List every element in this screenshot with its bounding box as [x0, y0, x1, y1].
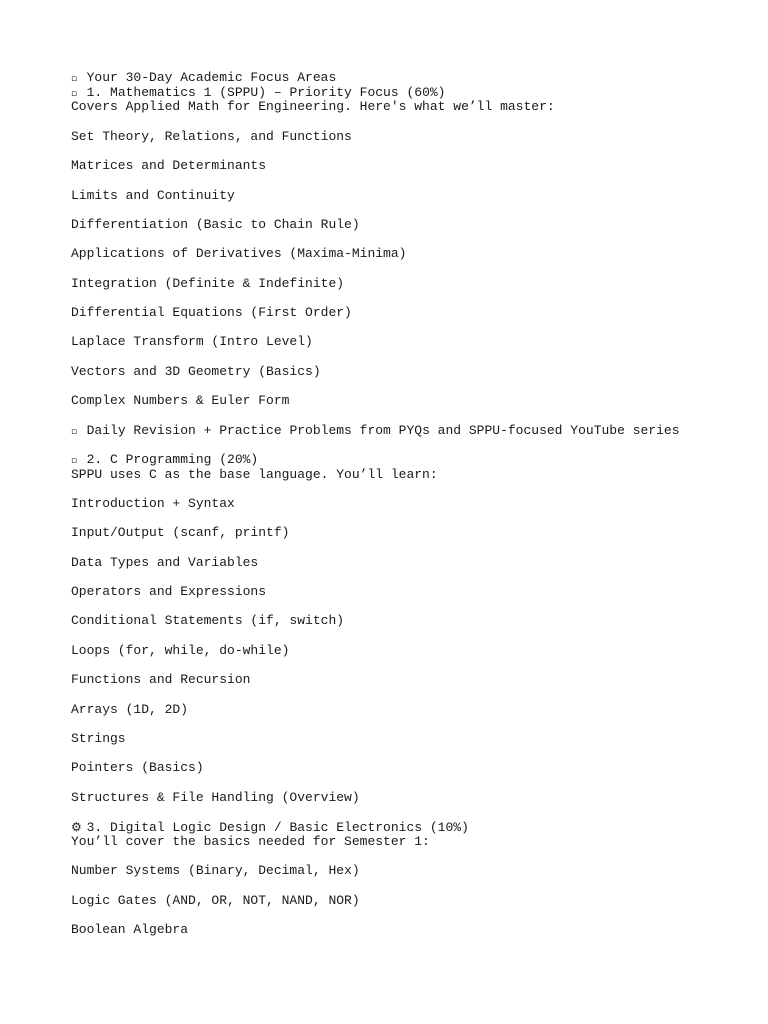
math-heading-line	[71, 86, 751, 101]
math-topic: Limits and Continuity	[71, 187, 235, 203]
math-note: Daily Revision + Practice Problems from PYQs and SPPU-focused YouTube series	[86, 422, 680, 438]
c-topic: Functions and Recursion	[71, 672, 251, 688]
math-topic: Set Theory, Relations, and Functions	[71, 128, 352, 144]
math-topic: Complex Numbers & Euler Form	[71, 393, 290, 409]
math-topic: Matrices and Determinants	[71, 158, 267, 174]
math-topic: Laplace Transform (Intro Level)	[71, 334, 313, 350]
math-note-line	[71, 424, 751, 439]
small-square-icon	[71, 72, 79, 87]
dld-heading-line	[71, 820, 751, 835]
math-topic: Integration (Definite & Indefinite)	[71, 275, 345, 291]
small-square-icon	[71, 425, 79, 440]
c-heading: 2. C Programming (20%)	[86, 451, 259, 467]
dld-topic: Boolean Algebra	[71, 921, 189, 937]
c-topic: Loops (for, while, do-while)	[71, 642, 290, 658]
c-topic: Operators and Expressions	[71, 584, 267, 600]
c-intro: SPPU uses C as the base language. You’ll learn:	[71, 466, 438, 482]
c-topic: Arrays (1D, 2D)	[71, 701, 189, 717]
math-topic: Applications of Derivatives (Maxima-Minima)	[71, 246, 407, 262]
dld-topic: Logic Gates (AND, OR, NOT, NAND, NOR)	[71, 892, 360, 908]
c-topic: Input/Output (scanf, printf)	[71, 525, 290, 541]
doc-title-line	[71, 71, 751, 86]
c-topic: Conditional Statements (if, switch)	[71, 613, 345, 629]
c-topic: Data Types and Variables	[71, 554, 259, 570]
math-heading: 1. Mathematics 1 (SPPU) – Priority Focus (60%)	[86, 84, 446, 100]
dld-intro: You’ll cover the basics needed for Semester 1:	[71, 833, 430, 849]
document-body	[71, 71, 751, 938]
doc-title: Your 30-Day Academic Focus Areas	[86, 70, 337, 85]
math-topic: Differentiation (Basic to Chain Rule)	[71, 216, 360, 232]
math-topic: Vectors and 3D Geometry (Basics)	[71, 363, 321, 379]
c-heading-line	[71, 453, 751, 468]
c-topic: Introduction + Syntax	[71, 495, 235, 511]
c-topic: Pointers (Basics)	[71, 760, 204, 776]
dld-heading: 3. Digital Logic Design / Basic Electronics (10%)	[86, 820, 469, 836]
math-topic: Differential Equations (First Order)	[71, 305, 352, 320]
c-topic: Strings	[71, 730, 126, 746]
math-intro: Covers Applied Math for Engineering. Here's what we’ll master:	[71, 99, 555, 115]
c-topic: Structures & File Handling (Overview)	[71, 789, 360, 805]
dld-topic: Number Systems (Binary, Decimal, Hex)	[71, 863, 360, 879]
